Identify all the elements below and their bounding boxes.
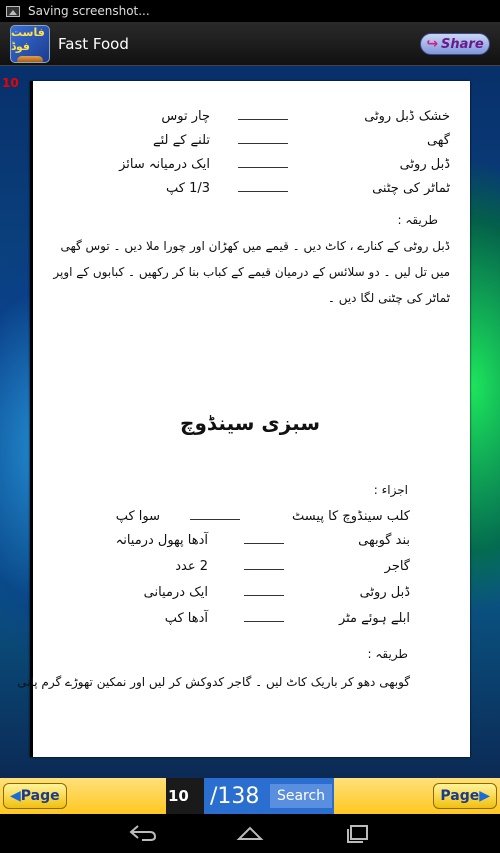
document-viewer[interactable] [0, 66, 500, 778]
ingredient-qty: سوا کپ [115, 509, 160, 524]
search-button[interactable]: Search [270, 784, 332, 808]
method-line: میں تل لیں ۔ دو سلائس کے درمیان قیمے کے کباب بنا کر رکھیں ۔ کبابوں کے اوپر [53, 265, 450, 279]
image-notification-icon [6, 6, 20, 17]
ingredient-qty: چار توس [161, 109, 210, 124]
page-number-input[interactable]: 10 [166, 778, 204, 814]
ingredient-dash [238, 119, 288, 120]
ingredient-dash [244, 621, 284, 622]
ingredient-qty: تلنے کے لئے [152, 133, 210, 148]
back-icon[interactable] [123, 820, 163, 846]
ingredient-dash [238, 143, 288, 144]
ingredient-qty: آدھا پھول درمیانہ [115, 533, 208, 548]
ingredient-item: ٹماٹر کی چٹنی [372, 181, 450, 196]
arrow-right-icon: ▶ [479, 788, 490, 804]
app-logo-label: فاست فوڈ [11, 25, 45, 53]
arrow-left-icon: ◀ [10, 788, 21, 804]
method-line: ڈبل روٹی کے کنارے ، کاٹ دیں ۔ قیمے میں کھڑان اور چورا ملا دیں ۔ توس گھی [60, 239, 450, 253]
status-text: Saving screenshot... [28, 4, 150, 18]
ingredient-qty: آدھا کپ [164, 611, 208, 626]
next-page-button[interactable] [433, 783, 497, 809]
ingredient-item: کلب سینڈوچ کا پیسٹ [292, 509, 410, 524]
share-arrow-icon: ↪ [426, 36, 439, 52]
document-page[interactable] [17, 81, 470, 757]
share-label: Share [441, 36, 484, 52]
ingredients-label: اجزاء : [373, 483, 408, 497]
ingredient-dash [244, 595, 284, 596]
app-title: Fast Food [58, 34, 129, 53]
status-bar [0, 0, 500, 22]
previous-page-button[interactable] [3, 783, 67, 809]
burger-icon [17, 56, 43, 62]
ingredient-dash [244, 543, 284, 544]
previous-page-label: Page [20, 788, 60, 804]
share-button[interactable] [420, 33, 490, 55]
ingredient-item: ڈبل روٹی [399, 157, 450, 172]
app-logo-icon[interactable] [10, 25, 50, 63]
ingredient-dash [190, 519, 240, 520]
method-line: گوبھی دھو کر باریک کاٹ لیں ۔ گاجر کدوکش کر لیں اور نمکین تھوڑے گرم پانی [17, 675, 410, 689]
ingredient-item: گھی [426, 133, 450, 148]
recipe-title: سبزی سینڈوچ [180, 411, 320, 435]
ingredient-item: خشک ڈبل روٹی [364, 109, 450, 124]
ingredient-qty: 2 عدد [175, 559, 208, 574]
page-binding-edge [30, 81, 33, 757]
method-label: طریقہ : [397, 213, 438, 227]
ingredient-item: گاجر [384, 559, 410, 574]
page-jump-panel [166, 778, 334, 814]
ingredient-item: ابلے ہوئے مٹر [338, 611, 410, 626]
action-bar [0, 22, 500, 66]
ingredient-dash [238, 191, 288, 192]
page-indicator: 10 [2, 76, 19, 90]
page-total: /138 [210, 783, 260, 809]
method-line: ٹماٹر کی چٹنی لگا دیں ۔ [327, 291, 450, 305]
ingredient-dash [244, 569, 284, 570]
ingredient-item: بند گوبھی [358, 533, 410, 548]
ingredient-item: ڈبل روٹی [359, 585, 410, 600]
ingredient-qty: ایک درمیانہ سائز [119, 157, 210, 172]
ingredient-dash [238, 167, 288, 168]
ingredient-qty: 1/3 کپ [165, 181, 210, 196]
system-navigation-bar [0, 814, 500, 853]
home-icon[interactable] [230, 820, 270, 846]
page-navigation-bar [0, 778, 500, 814]
recent-apps-icon[interactable] [338, 820, 378, 846]
next-page-label: Page [440, 788, 480, 804]
method-label: طریقہ : [367, 647, 408, 661]
ingredient-qty: ایک درمیانی [143, 585, 208, 600]
